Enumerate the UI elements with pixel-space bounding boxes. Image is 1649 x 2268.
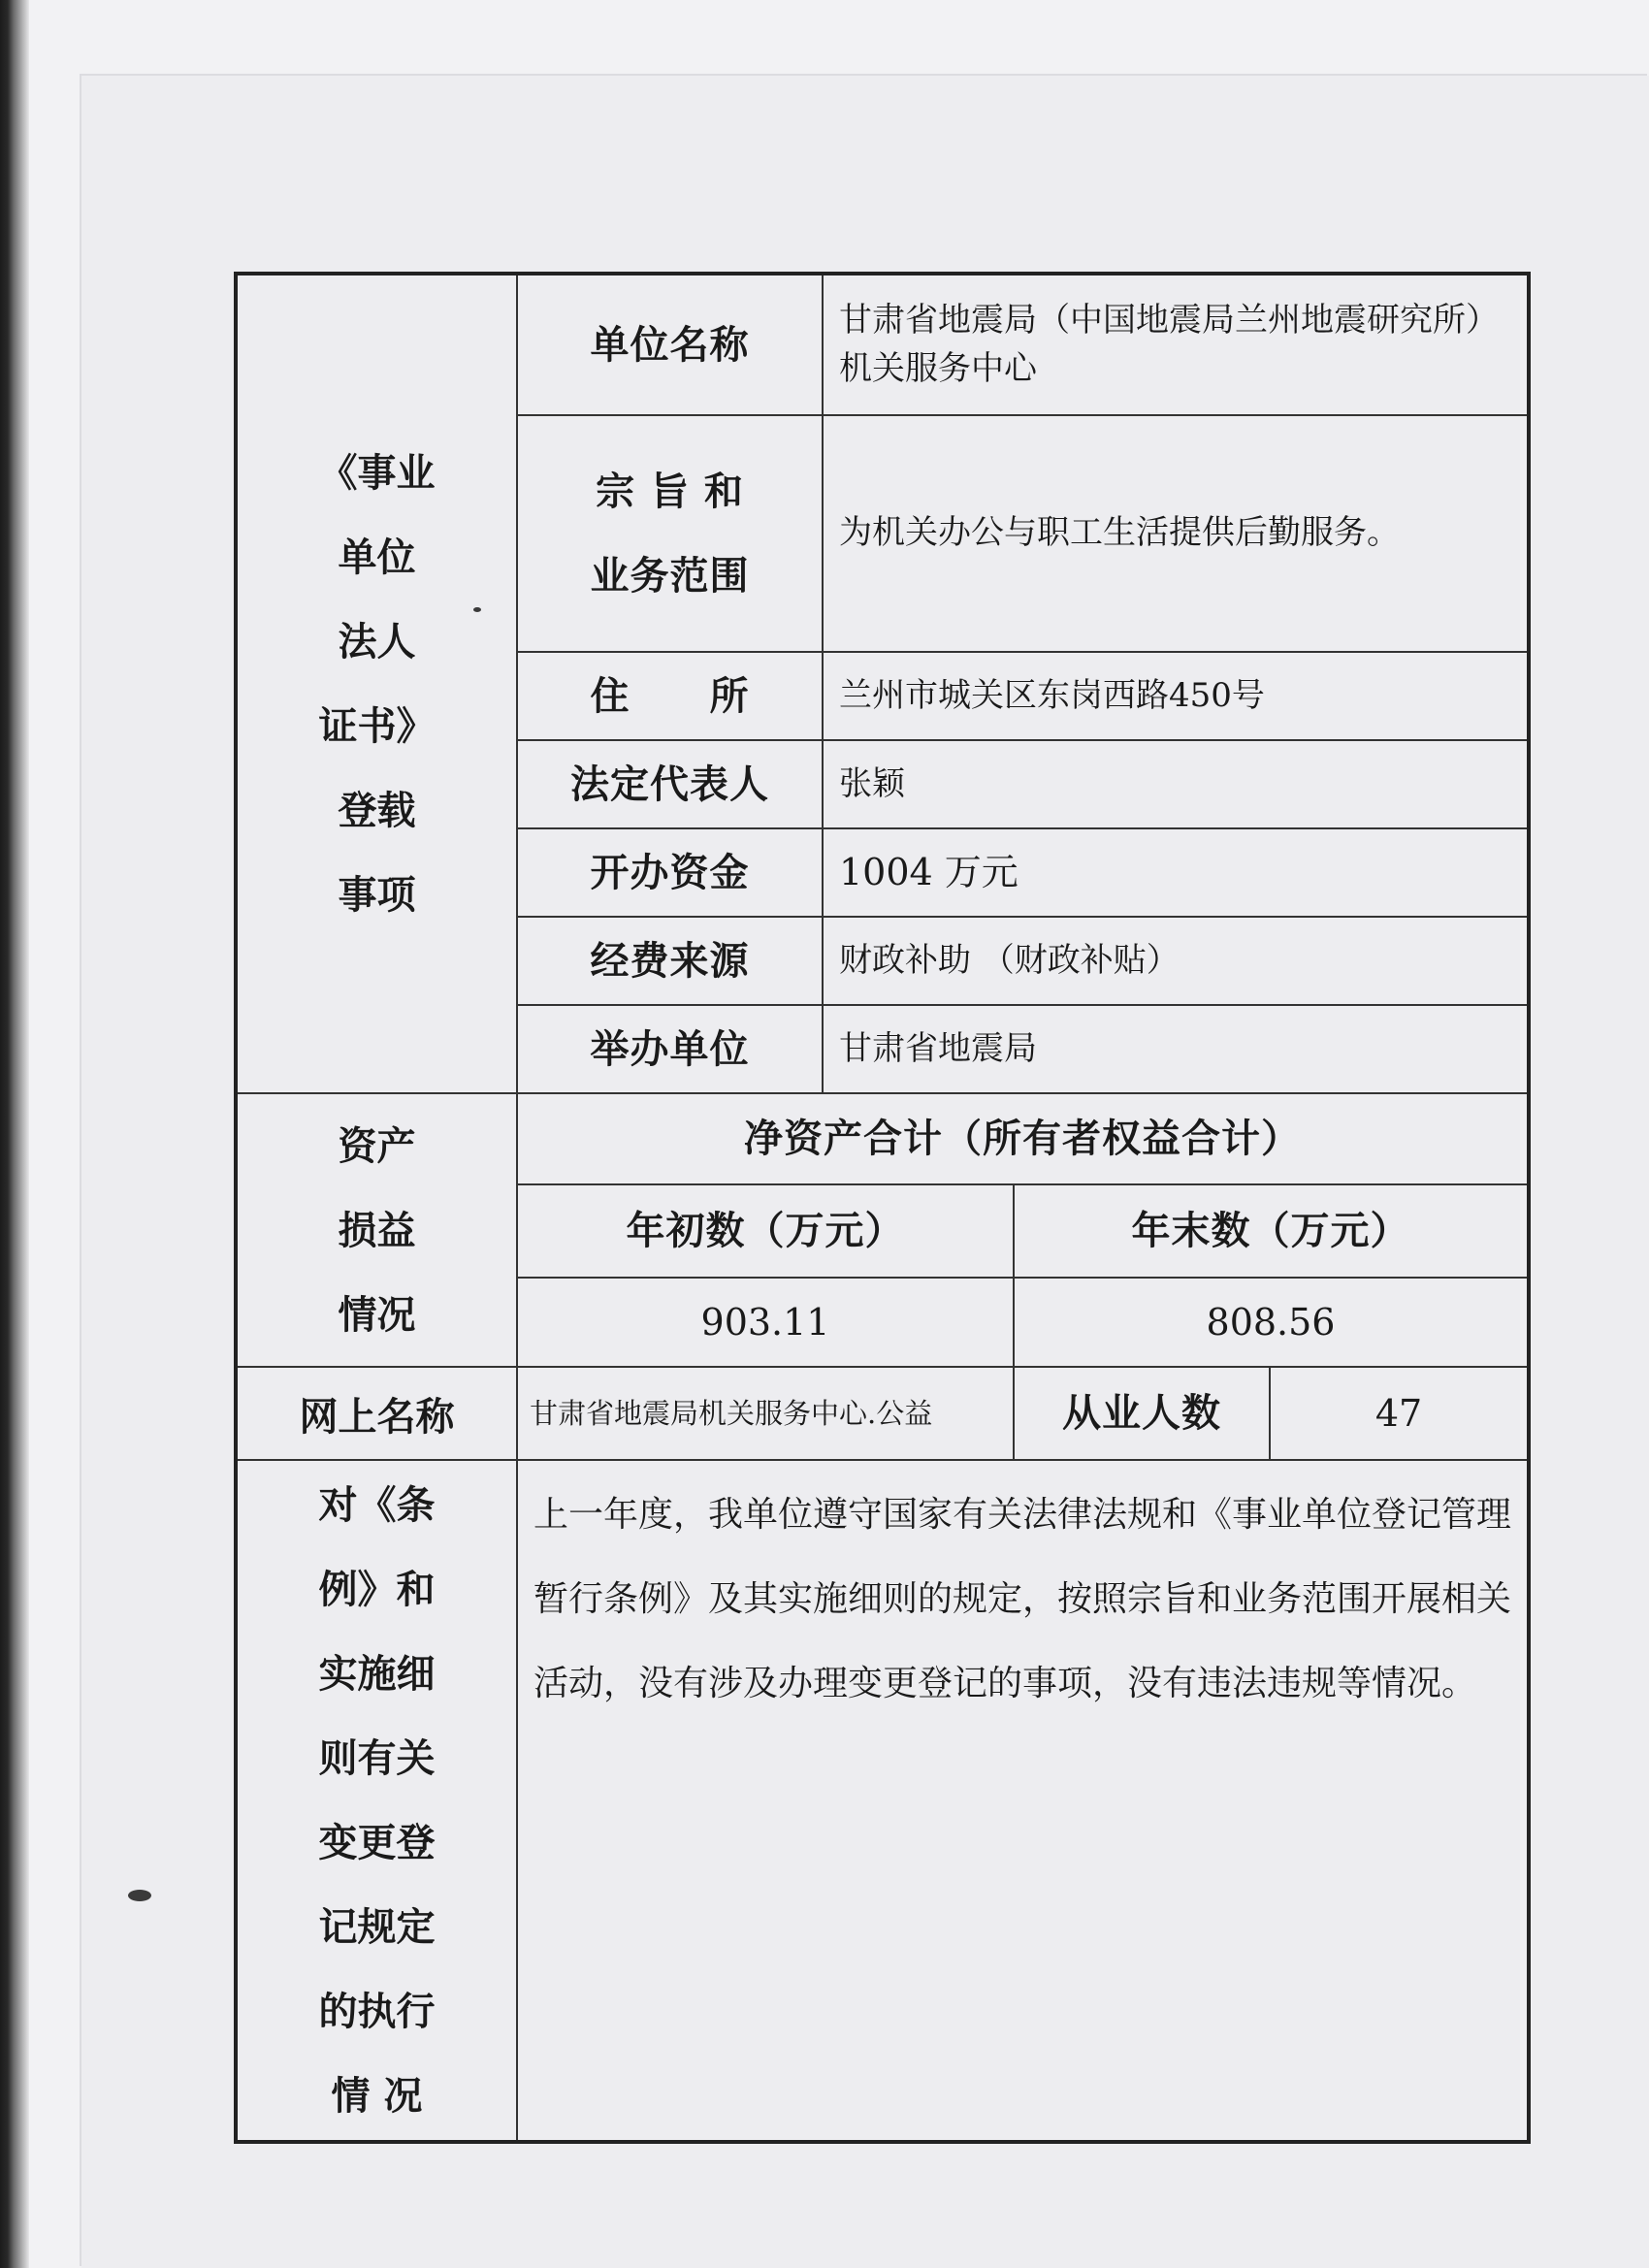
funding-source-label: 经费来源 xyxy=(517,917,823,1005)
section-label-line: 证书》 xyxy=(318,703,436,749)
address-label: 住 所 xyxy=(517,652,823,740)
staff-count-label: 从业人数 xyxy=(1014,1367,1270,1460)
row-online-name xyxy=(236,1367,1529,1460)
unit-name-label: 单位名称 xyxy=(517,274,823,415)
section-label-line: 的执行 xyxy=(318,1989,436,2034)
end-of-year-label: 年末数（万元） xyxy=(1014,1184,1529,1278)
section-label-line: 变更登 xyxy=(318,1820,436,1865)
section-label-line: 损益 xyxy=(338,1207,416,1253)
section-label-line: 则有关 xyxy=(318,1735,436,1781)
row-net-assets-header xyxy=(236,1093,1529,1184)
section-label-line: 事项 xyxy=(338,872,416,918)
row-compliance xyxy=(236,1460,1529,2142)
row-unit-name xyxy=(236,274,1529,415)
address-value: 兰州市城关区东岗西路450号 xyxy=(823,652,1529,740)
end-of-year-value: 808.56 xyxy=(1014,1278,1529,1367)
scan-speck xyxy=(128,1890,151,1901)
section-label-line: 登载 xyxy=(338,788,416,833)
online-name-label: 网上名称 xyxy=(236,1367,517,1460)
purpose-scope-value: 为机关办公与职工生活提供后勤服务。 xyxy=(823,415,1529,652)
online-name-value: 甘肃省地震局机关服务中心.公益 xyxy=(517,1367,1014,1460)
sponsor-label: 举办单位 xyxy=(517,1005,823,1093)
start-of-year-label: 年初数（万元） xyxy=(517,1184,1014,1278)
purpose-label-line: 宗 旨 和 xyxy=(596,469,744,514)
purpose-label-line: 业务范围 xyxy=(590,553,750,599)
section-label-line: 法人 xyxy=(338,619,416,664)
section-registered-label xyxy=(236,274,517,1093)
section-label-line: 《事业 xyxy=(318,450,436,496)
sponsor-value: 甘肃省地震局 xyxy=(823,1005,1529,1093)
funding-source-value: 财政补助 （财政补贴） xyxy=(823,917,1529,1005)
section-label-line: 单位 xyxy=(338,535,416,580)
section-label-line: 例》和 xyxy=(318,1567,436,1612)
section-label-line: 实施细 xyxy=(318,1651,436,1697)
section-label-line: 资产 xyxy=(338,1122,416,1169)
section-compliance-label xyxy=(236,1460,517,2142)
capital-value: 1004 万元 xyxy=(823,828,1529,917)
staff-count-value: 47 xyxy=(1270,1367,1529,1460)
section-label-line: 情 况 xyxy=(331,2073,423,2119)
scan-edge xyxy=(0,0,29,2268)
net-assets-header: 净资产合计（所有者权益合计） xyxy=(517,1093,1529,1184)
capital-label: 开办资金 xyxy=(517,828,823,917)
section-assets-label xyxy=(236,1093,517,1367)
section-label-line: 记规定 xyxy=(318,1904,436,1950)
compliance-statement: 上一年度，我单位遵守国家有关法律法规和《事业单位登记管理暂行条例》及其实施细则的规定，按照宗旨和业务范围开展相关活动，没有涉及办理变更登记的事项，没有违法违规等情况。 xyxy=(517,1460,1529,2142)
legal-rep-value: 张颖 xyxy=(823,740,1529,828)
purpose-scope-label xyxy=(517,415,823,652)
section-label-line: 情况 xyxy=(338,1291,416,1338)
unit-name-value: 甘肃省地震局（中国地震局兰州地震研究所）机关服务中心 xyxy=(823,274,1529,415)
legal-rep-label: 法定代表人 xyxy=(517,740,823,828)
registration-form-table xyxy=(234,272,1531,2144)
section-label-line: 对《条 xyxy=(318,1482,436,1528)
start-of-year-value: 903.11 xyxy=(517,1278,1014,1367)
